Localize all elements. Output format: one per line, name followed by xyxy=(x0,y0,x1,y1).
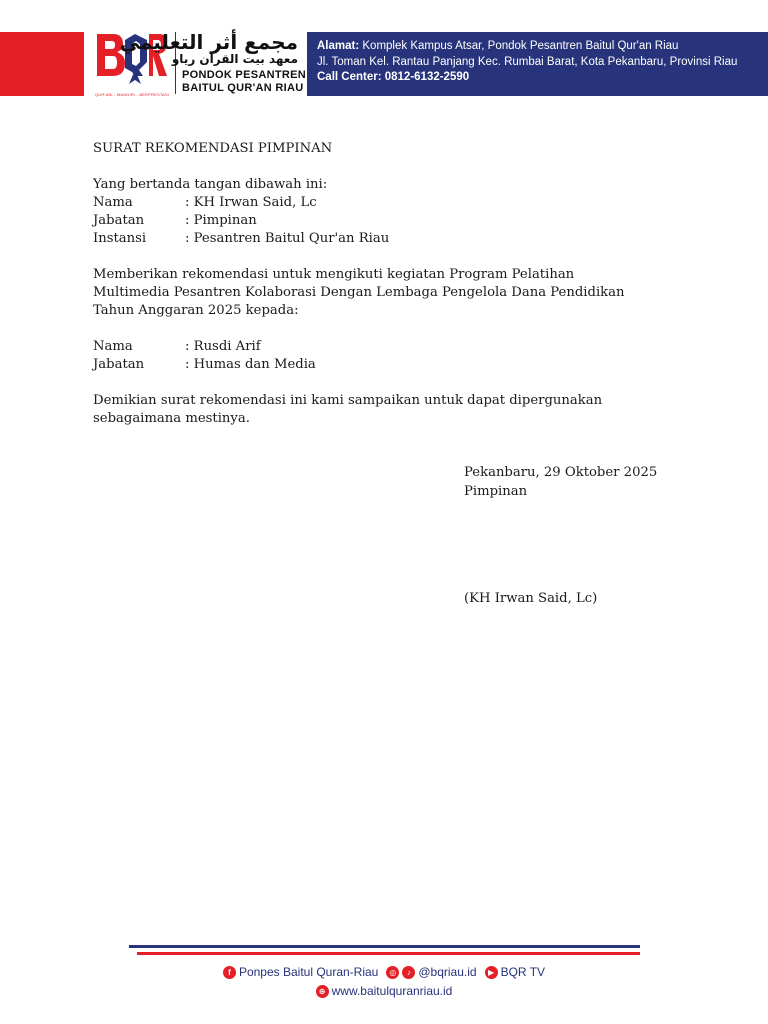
call-center: Call Center: 0812-6132-2590 xyxy=(317,71,470,83)
institution-name-line1: PONDOK PESANTREN xyxy=(182,69,306,81)
footer-blue-line xyxy=(129,945,640,948)
arabic-name-line2: معهد بيت القرآن رياو xyxy=(171,52,298,66)
footer-website-row xyxy=(0,984,768,998)
website-link[interactable] xyxy=(316,984,453,998)
signer-position-value: : Pimpinan xyxy=(185,213,257,228)
instagram-icon: ◎ xyxy=(386,966,399,979)
youtube-link[interactable] xyxy=(485,965,545,979)
closing-line-2: sebagaimana mestinya. xyxy=(93,411,250,426)
address-line2: Jl. Toman Kel. Rantau Panjang Kec. Rumbai Barat, Kota Pekanbaru, Provinsi Riau xyxy=(317,56,738,68)
address-text-1: Komplek Kampus Atsar, Pondok Pesantren Baitul Qur'an Riau xyxy=(362,40,679,52)
institution-name-line2: BAITUL QUR'AN RIAU xyxy=(182,82,304,94)
youtube-icon: ▶ xyxy=(485,966,498,979)
globe-icon: ⊕ xyxy=(316,985,329,998)
website-text: www.baitulquranriau.id xyxy=(331,984,453,998)
recipient-position-label: Jabatan xyxy=(93,357,145,372)
social-handle-text: @bqriau.id xyxy=(418,965,477,979)
recipient-position-value: : Humas dan Media xyxy=(185,357,316,372)
tiktok-icon: ♪ xyxy=(402,966,415,979)
signer-name-label: Nama xyxy=(93,195,133,210)
arabic-name-line1: مجمع أثر التعليمي xyxy=(119,30,298,54)
body-line-1: Memberikan rekomendasi untuk mengikuti kegiatan Program Pelatihan xyxy=(93,267,575,282)
signer-institution-value: : Pesantren Baitul Qur'an Riau xyxy=(185,231,390,246)
instagram-tiktok-link[interactable] xyxy=(386,965,476,979)
intro-text: Yang bertanda tangan dibawah ini: xyxy=(93,177,328,192)
closing-line-1: Demikian surat rekomendasi ini kami sampaikan untuk dapat dipergunakan xyxy=(93,393,603,408)
body-line-2: Multimedia Pesantren Kolaborasi Dengan Lembaga Pengelola Dana Pendidikan xyxy=(93,285,625,300)
address-line1 xyxy=(317,40,678,52)
place-date: Pekanbaru, 29 Oktober 2025 xyxy=(464,465,658,480)
header-red-bar xyxy=(0,32,84,96)
recipient-name-label: Nama xyxy=(93,339,133,354)
signer-institution-label: Instansi xyxy=(93,231,147,246)
letter-title: SURAT REKOMENDASI PIMPINAN xyxy=(93,141,333,156)
youtube-text: BQR TV xyxy=(500,965,546,979)
facebook-icon: f xyxy=(223,966,236,979)
footer-social-row xyxy=(0,965,768,979)
signature-name: (KH Irwan Said, Lc) xyxy=(464,591,598,606)
logo-tagline: QUR'ANI - MANDIRI - BERPRESTASI xyxy=(95,92,170,97)
facebook-link[interactable] xyxy=(223,965,378,979)
facebook-text: Ponpes Baitul Quran-Riau xyxy=(238,965,379,979)
signer-position-label: Jabatan xyxy=(93,213,145,228)
signer-name-value: : KH Irwan Said, Lc xyxy=(185,195,317,210)
body-line-3: Tahun Anggaran 2025 kepada: xyxy=(93,303,299,318)
address-label: Alamat: xyxy=(317,40,360,52)
footer-red-line xyxy=(137,952,640,955)
recipient-name-value: : Rusdi Arif xyxy=(185,339,261,354)
signer-position: Pimpinan xyxy=(464,484,528,499)
